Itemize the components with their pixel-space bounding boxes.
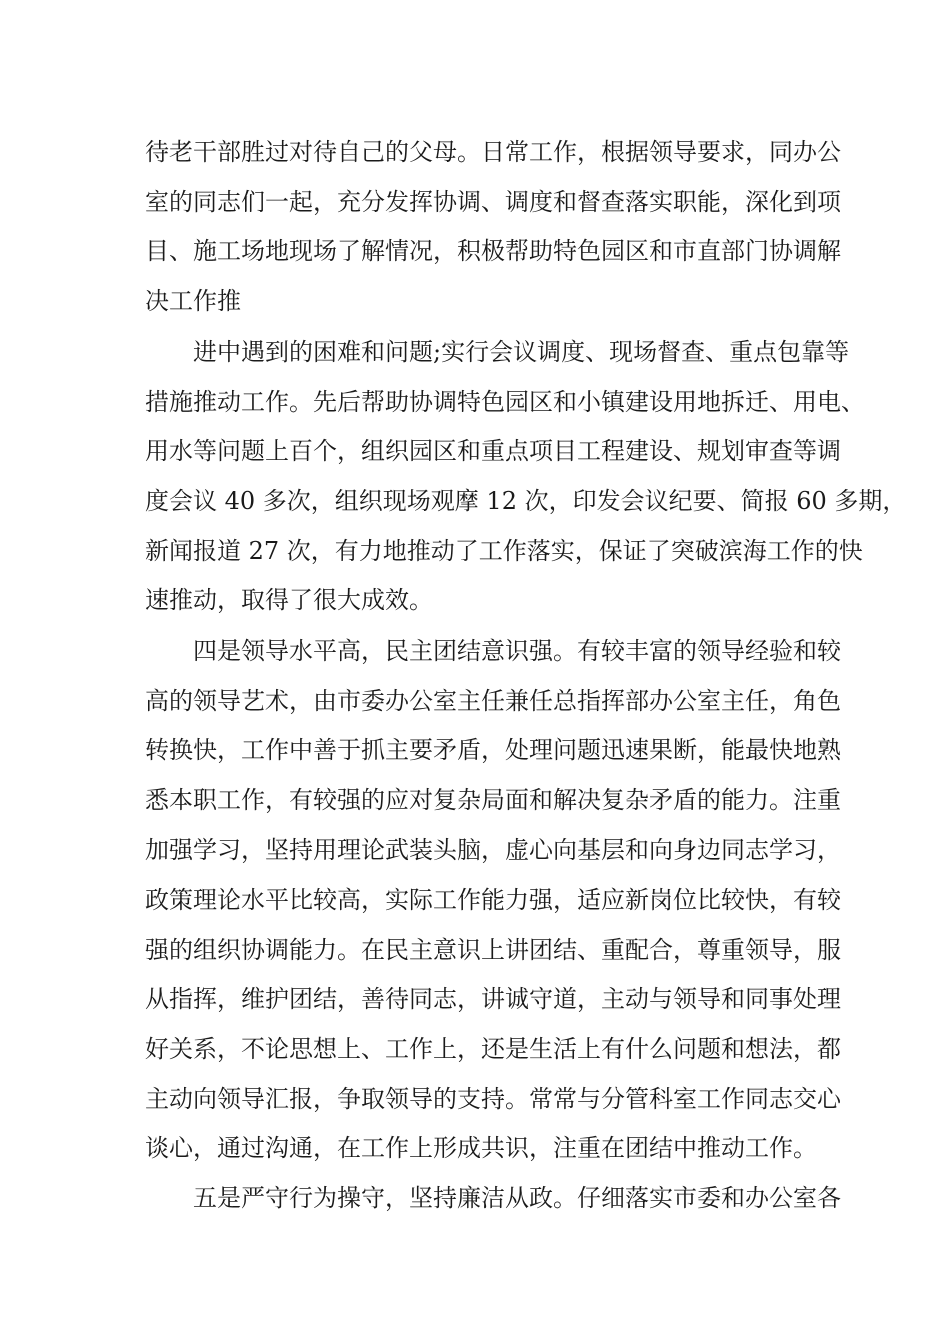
text-line: 新闻报道 27 次，有力地推动了工作落实，保证了突破滨海工作的快: [145, 537, 863, 565]
text-line: 进中遇到的困难和问题;实行会议调度、现场督查、重点包靠等: [145, 338, 850, 366]
text-line: 目、施工场地现场了解情况，积极帮助特色园区和市直部门协调解: [145, 237, 841, 265]
text-line: 主动向领导汇报，争取领导的支持。常常与分管科室工作同志交心: [145, 1085, 841, 1113]
text-line: 用水等问题上百个，组织园区和重点项目工程建设、规划审查等调: [145, 437, 841, 465]
text-line: 速推动，取得了很大成效。: [145, 586, 433, 614]
text-line: 强的组织协调能力。在民主意识上讲团结、重配合，尊重领导，服: [145, 936, 841, 964]
text-line: 谈心，通过沟通，在工作上形成共识，注重在团结中推动工作。: [145, 1134, 817, 1162]
text-line: 转换快，工作中善于抓主要矛盾，处理问题迅速果断，能最快地熟: [145, 736, 841, 764]
text-line: 高的领导艺术，由市委办公室主任兼任总指挥部办公室主任，角色: [145, 687, 841, 715]
text-line: 五是严守行为操守，坚持廉洁从政。仔细落实市委和办公室各: [145, 1184, 841, 1212]
text-line: 加强学习，坚持用理论武装头脑，虚心向基层和向身边同志学习，: [145, 836, 841, 864]
text-line: 决工作推: [145, 287, 241, 315]
text-line: 待老干部胜过对待自己的父母。日常工作，根据领导要求，同办公: [145, 138, 841, 166]
text-line: 措施推动工作。先后帮助协调特色园区和小镇建设用地拆迁、用电、: [145, 388, 865, 416]
text-line: 政策理论水平比较高，实际工作能力强，适应新岗位比较快，有较: [145, 886, 841, 914]
text-line: 室的同志们一起，充分发挥协调、调度和督查落实职能，深化到项: [145, 188, 841, 216]
text-line: 悉本职工作，有较强的应对复杂局面和解决复杂矛盾的能力。注重: [145, 786, 841, 814]
text-line: 从指挥，维护团结，善待同志，讲诚守道，主动与领导和同事处理: [145, 985, 841, 1013]
text-line: 好关系，不论思想上、工作上，还是生活上有什么问题和想法，都: [145, 1035, 841, 1063]
text-line: 四是领导水平高，民主团结意识强。有较丰富的领导经验和较: [145, 637, 841, 665]
text-line: 度会议 40 多次，组织现场观摩 12 次，印发会议纪要、简报 60 多期，: [145, 487, 907, 515]
